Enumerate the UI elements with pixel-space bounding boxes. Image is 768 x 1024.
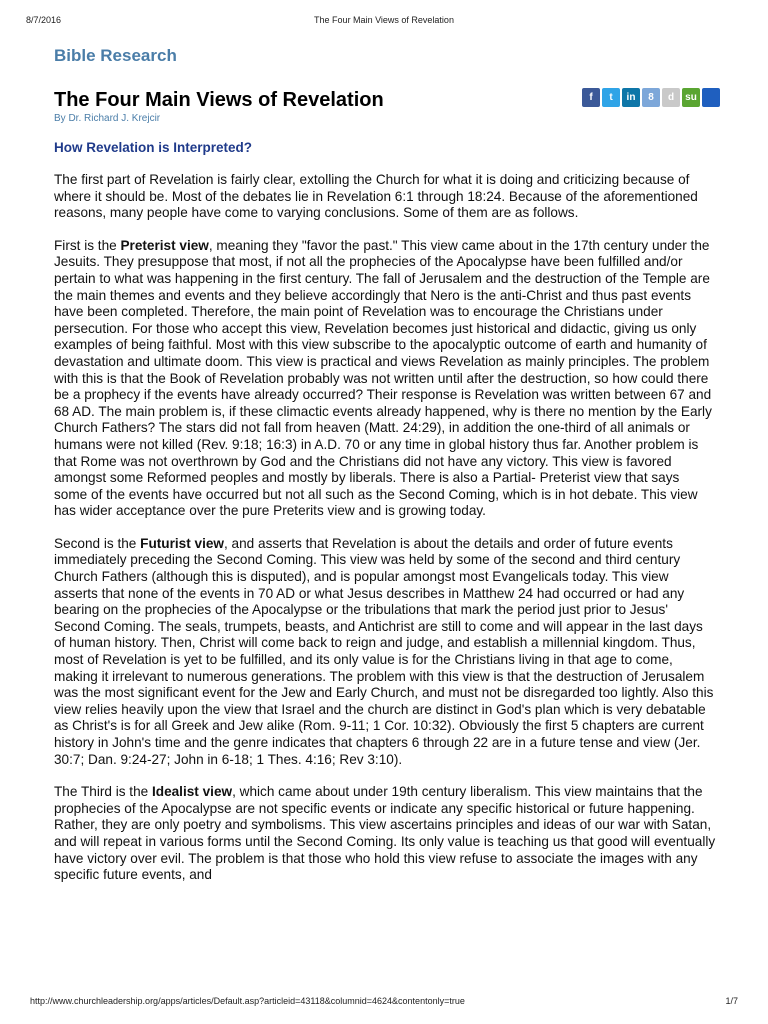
linkedin-icon[interactable]: in <box>622 88 640 107</box>
site-title[interactable]: Bible Research <box>54 46 177 65</box>
facebook-icon[interactable]: f <box>582 88 600 107</box>
futurist-paragraph <box>54 536 716 768</box>
futurist-text: , and asserts that Revelation is about the details and order of future events immediately preceding the Second Coming. This view was held by some of the second and third century Church Fathers (although this is disputed), and is popular amongst most Evangelicals today. This view asserts that none of the events in 70 AD or what Jesus describes in Matthew 24 had occurred or had any bearing on the prophecies of the Apocalypse or the tribulations that mark the period just prior to Jesus' Second Coming. The seals, trumpets, beasts, and Antichrist are still to come and will appear in the last days of human history. Then, Christ will come back to reign and judge, and establish a millennial kingdom. Thus, most of Revelation is yet to be fulfilled, and its only value is for the Christians living in that age to come, making it irrelevant to numerous generations. The problem with this view is that the destruction of Jerusalem was the most significant event for the Jew and Early Church, and must not be disregarded too lightly. Also this view relies heavily upon the view that Israel and the church are distinct in God's plan which is very debatable as Christ's is for all Greek and Jew alike (Rom. 9-11; 1 Cor. 10:32). Obviously the first 5 chapters are current history in John's time and the genre indicates that chapters 6 through 22 are in a future tense and view (Jer. 30:7; Dan. 9:24-27; John in 6-18; 1 Thes. 4:16; Rev 3:10). <box>54 535 714 767</box>
preterist-term: Preterist view <box>120 237 209 253</box>
twitter-icon[interactable]: t <box>602 88 620 107</box>
print-header <box>26 15 742 29</box>
idealist-paragraph <box>54 784 716 884</box>
article-title: The Four Main Views of Revelation <box>54 89 384 111</box>
print-date: 8/7/2016 <box>26 15 62 25</box>
stumbleupon-icon[interactable]: su <box>682 88 700 107</box>
share-bar <box>582 88 720 107</box>
article-content <box>54 44 716 900</box>
print-footer <box>30 996 738 1010</box>
page-number: 1/7 <box>725 996 738 1006</box>
intro-paragraph: The first part of Revelation is fairly clear, extolling the Church for what it is doing and criticizing because of where it should be. Most of the debates lie in Revelation 6:1 through 18:24. Because of the aforementioned reasons, many people have come to varying conclusions. Some of them are as follows. <box>54 172 698 221</box>
delicious-icon[interactable] <box>702 88 720 107</box>
print-page-title: The Four Main Views of Revelation <box>314 15 454 25</box>
section-heading: How Revelation is Interpreted? <box>54 140 253 155</box>
futurist-term: Futurist view <box>140 535 224 551</box>
idealist-text: , which came about under 19th century liberalism. This view maintains that the prophecies of the Apocalypse are not specific events or indicate any specific historical or future happening. Rather, they are only poetry and symbolisms. This view ascertains principles and ideas of our war with Satan, and will repeat in various forms until the Second Coming. Its only value is teaching us that good will eventually have victory over evil. The problem is that those who hold this view refuse to associate the images with any specific future events, and <box>54 784 716 883</box>
paragraph-lead: First is the <box>54 237 121 253</box>
paragraph-lead: The Third is the <box>54 784 152 800</box>
preterist-text: , meaning they "favor the past." This view came about in the 17th century under the Jesuits. They presuppose that most, if not all the prophecies of the Apocalypse have been fulfilled and/or pertain to what was happening in the first century. The fall of Jerusalem and the destruction of the Temple are the main themes and events and they believe accordingly that Nero is the anti-Christ and thus past events have been completed. Therefore, the main point of Revelation was to encourage the Christians under persecution. For those who accept this view, Revelation becomes just historical and didactic, giving us only examples of being faithful. Most with this view subscribe to the apocalyptic outcome of earth and humanity of devastation and ultimate doom. This view is practical and views Revelation as mainly principles. The problem with this is that the Book of Revelation probably was not written until after the destruction, so how could there be a prophecy if the events have already occurred? Their response is Revelation was written between 67 and 68 AD. The main problem is, if these climactic events already happened, why is there no mention by the Early Church Fathers? The stars did not fall from heaven (Matt. 24:29), in addition the one-third of all animals or humans were not killed (Rev. 9:18; 16:3) in A.D. 70 or any time in global history thus far. Another problem is that Rome was not overthrown by God and the Christians did not have any victory. This view is favored amongst some Reformed peoples and mostly by liberals. There is also a Partial- Preterist view that says some of the events have occurred but not all such as the Second Coming, which is in hot debate. This view has wider acceptance over the pure Preterits view and is growing today. <box>54 237 712 519</box>
print-url: http://www.churchleadership.org/apps/articles/Default.asp?articleid=43118&columnid=4624&contentonly=true <box>30 996 465 1006</box>
digg-icon[interactable]: d <box>662 88 680 107</box>
idealist-term: Idealist view <box>151 784 233 800</box>
title-row <box>54 88 716 112</box>
google-plus-icon[interactable]: 8 <box>642 88 660 107</box>
byline: By Dr. Richard J. Krejcir <box>54 113 161 124</box>
preterist-paragraph <box>54 238 716 520</box>
paragraph-lead: Second is the <box>54 535 141 551</box>
